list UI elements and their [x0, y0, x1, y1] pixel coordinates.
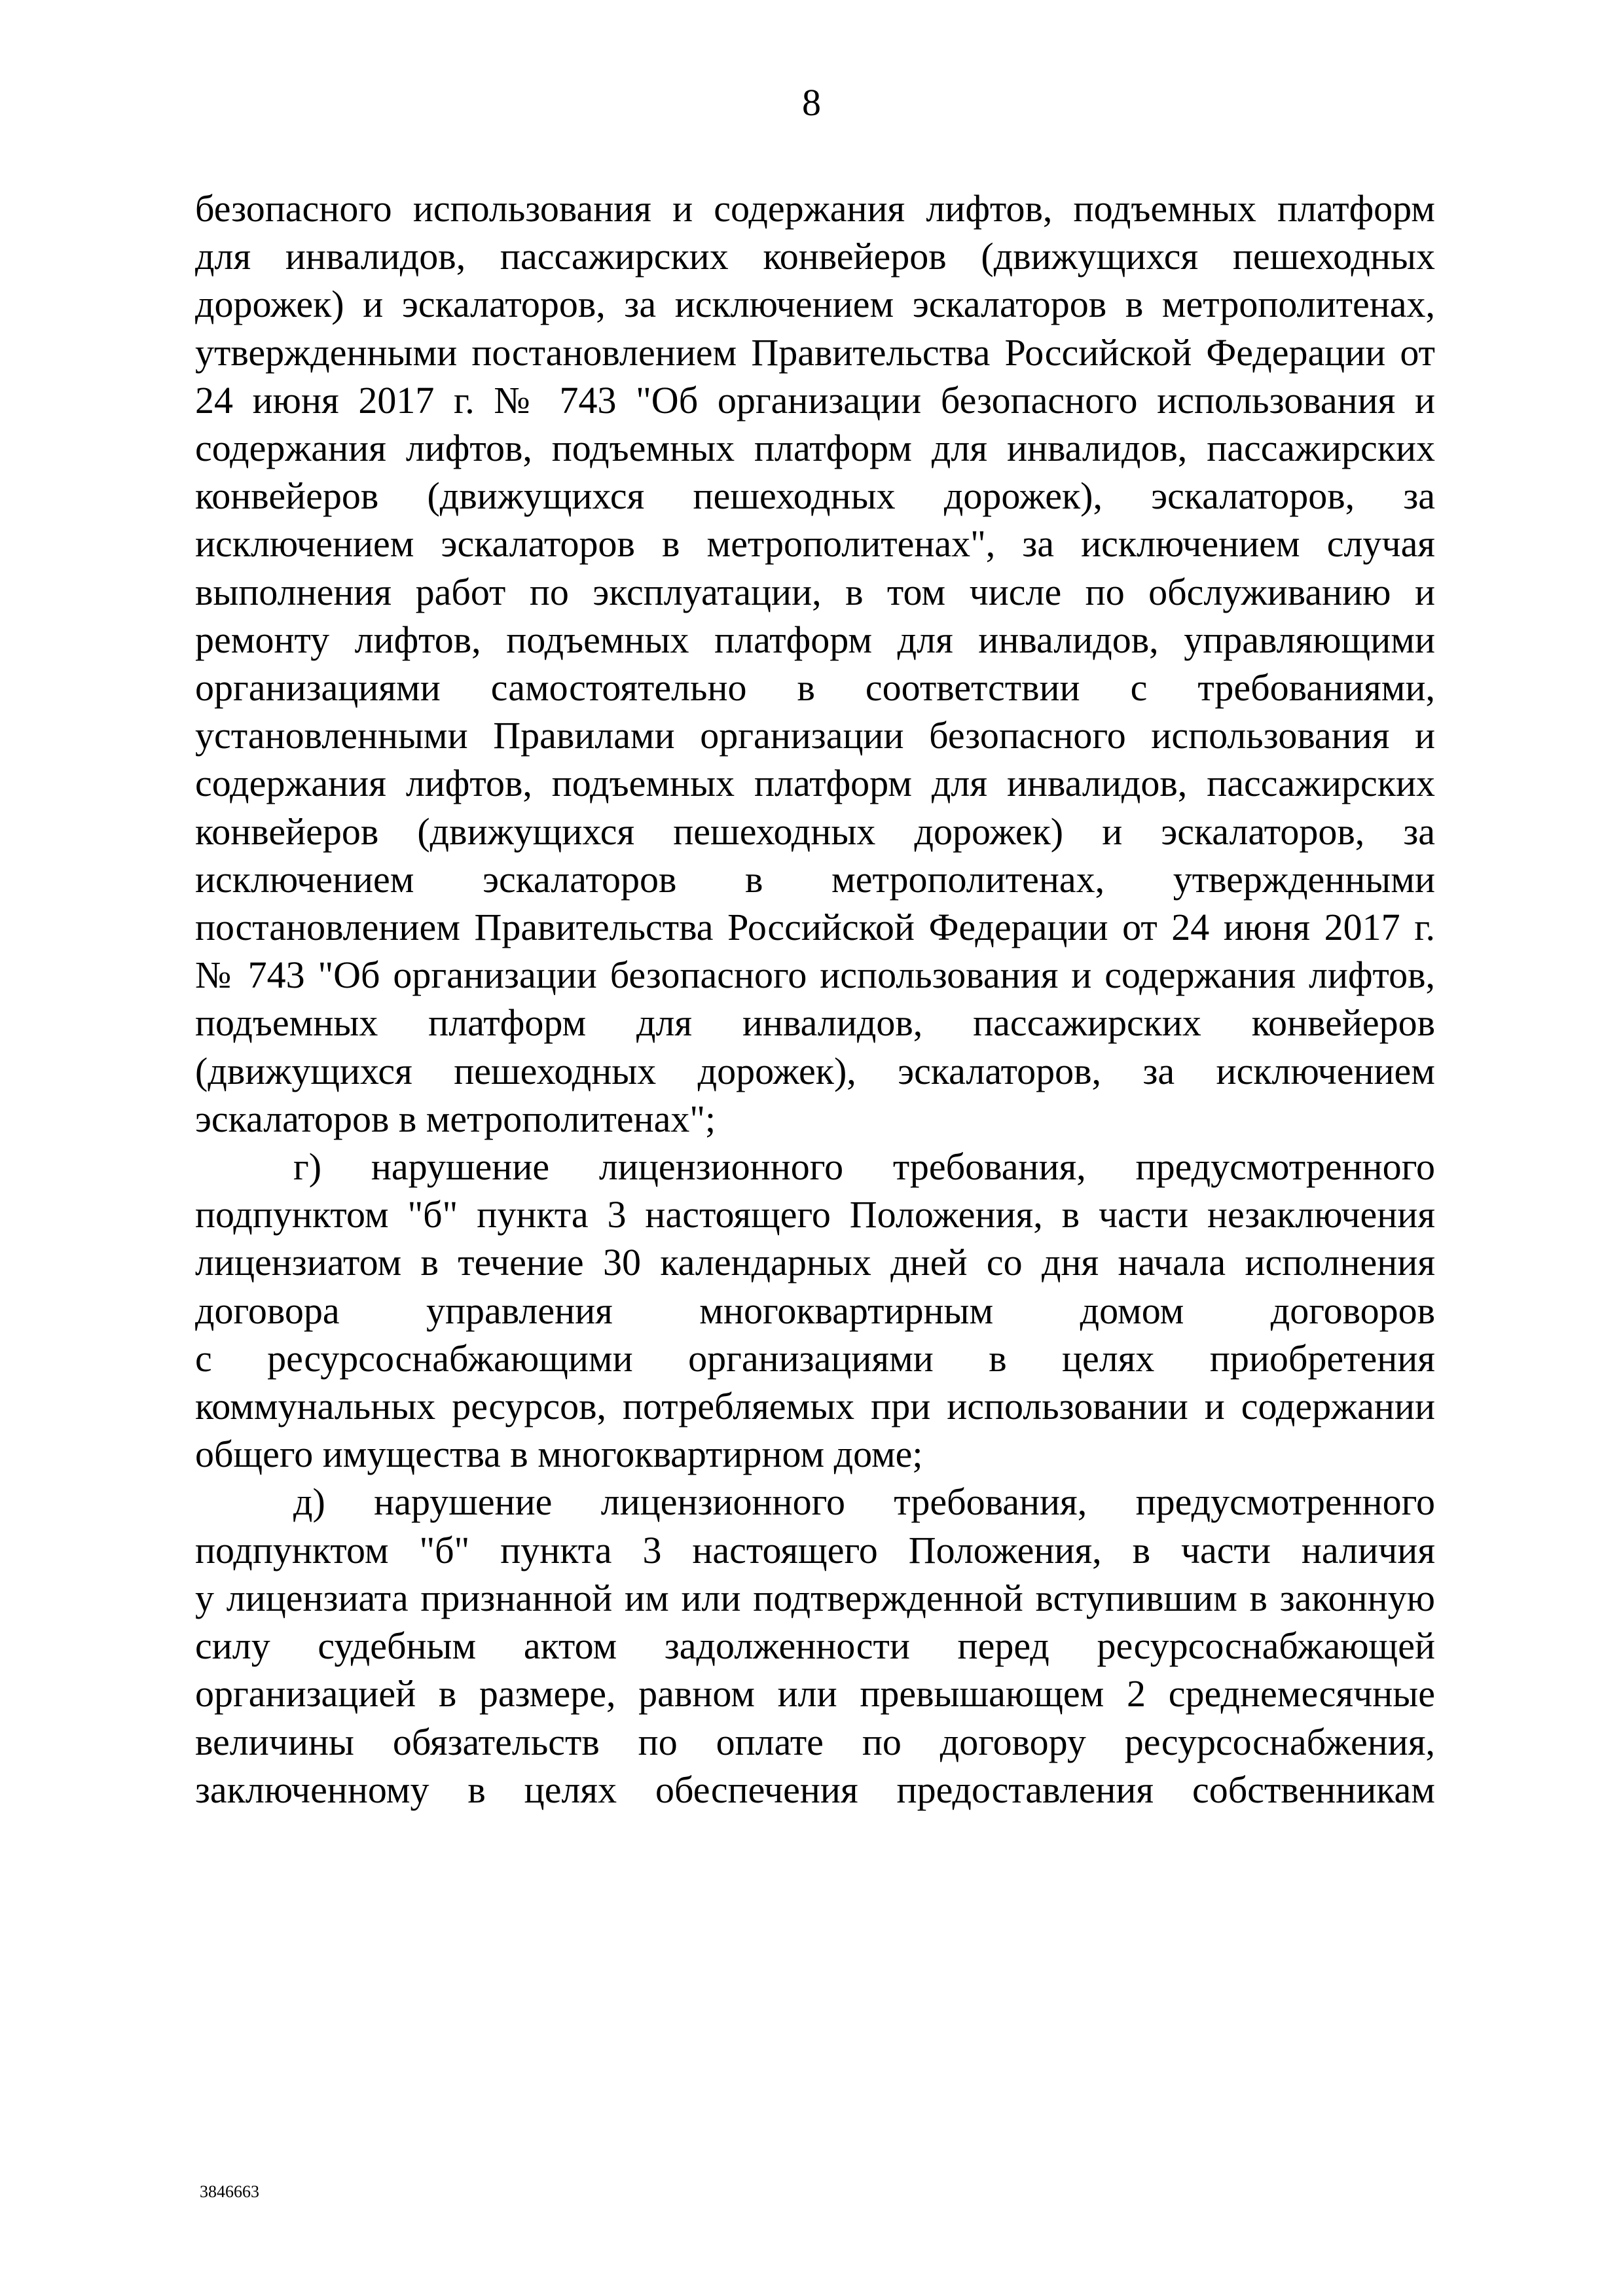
text-line: содержания лифтов, подъемных платформ для инвалидов, пассажирских	[195, 427, 1435, 470]
text-line: коммунальных ресурсов, потребляемых при использовании и содержании	[195, 1385, 1435, 1428]
text-line: дорожек) и эскалаторов, за исключением эскалаторов в метрополитенах,	[195, 283, 1435, 326]
text-line: содержания лифтов, подъемных платформ для инвалидов, пассажирских	[195, 762, 1435, 805]
paragraph-continuation	[195, 185, 1435, 1143]
text-line: заключенному в целях обеспечения предоставления собственникам	[195, 1768, 1435, 1811]
text-line: подпунктом "б" пункта 3 настоящего Положения, в части незаключения	[195, 1193, 1435, 1236]
paragraph-item-g	[195, 1143, 1435, 1478]
text-line: постановлением Правительства Российской Федерации от 24 июня 2017 г.	[195, 906, 1435, 949]
text-line: д) нарушение лицензионного требования, предусмотренного	[293, 1480, 1435, 1524]
text-line: у лицензиата признанной им или подтвержденной вступившим в законную	[195, 1576, 1435, 1619]
text-line: эскалаторов в метрополитенах";	[195, 1097, 716, 1140]
text-line: организациями самостоятельно в соответствии с требованиями,	[195, 666, 1435, 709]
text-line: установленными Правилами организации безопасного использования и	[195, 714, 1435, 757]
text-line: организацией в размере, равном или превышающем 2 среднемесячные	[195, 1672, 1435, 1715]
text-line: величины обязательств по оплате по договору ресурсоснабжения,	[195, 1720, 1435, 1763]
text-line: лицензиатом в течение 30 календарных дней со дня начала исполнения	[195, 1241, 1435, 1284]
text-line: силу судебным актом задолженности перед ресурсоснабжающей	[195, 1624, 1435, 1668]
text-line: подпунктом "б" пункта 3 настоящего Положения, в части наличия	[195, 1528, 1435, 1571]
paragraph-item-d	[195, 1478, 1435, 1813]
text-line: 24 июня 2017 г. № 743 "Об организации безопасного использования и	[195, 378, 1435, 422]
text-line: конвейеров (движущихся пешеходных дорожек) и эскалаторов, за	[195, 810, 1435, 853]
document-code: 3846663	[200, 2182, 259, 2201]
text-line: ремонту лифтов, подъемных платформ для инвалидов, управляющими	[195, 618, 1435, 661]
text-line: исключением эскалаторов в метрополитенах, утвержденными	[195, 857, 1435, 901]
document-body	[195, 185, 1435, 1814]
text-line: № 743 "Об организации безопасного использования и содержания лифтов,	[195, 954, 1435, 997]
text-line: конвейеров (движущихся пешеходных дорожек), эскалаторов, за	[195, 475, 1435, 518]
text-line: утвержденными постановлением Правительства Российской Федерации от	[195, 331, 1435, 374]
text-line: общего имущества в многоквартирном доме;	[195, 1433, 923, 1476]
text-line: подъемных платформ для инвалидов, пассажирских конвейеров	[195, 1001, 1435, 1045]
text-line: (движущихся пешеходных дорожек), эскалаторов, за исключением	[195, 1049, 1435, 1092]
text-line: безопасного использования и содержания лифтов, подъемных платформ	[195, 187, 1435, 230]
text-line: с ресурсоснабжающими организациями в целях приобретения	[195, 1336, 1435, 1380]
text-line: исключением эскалаторов в метрополитенах", за исключением случая	[195, 522, 1435, 565]
text-line: выполнения работ по эксплуатации, в том числе по обслуживанию и	[195, 570, 1435, 613]
text-line: для инвалидов, пассажирских конвейеров (движущихся пешеходных	[195, 235, 1435, 278]
text-line: договора управления многоквартирным домом договоров	[195, 1289, 1435, 1332]
page-number: 8	[802, 81, 821, 124]
text-line: г) нарушение лицензионного требования, предусмотренного	[293, 1145, 1435, 1189]
